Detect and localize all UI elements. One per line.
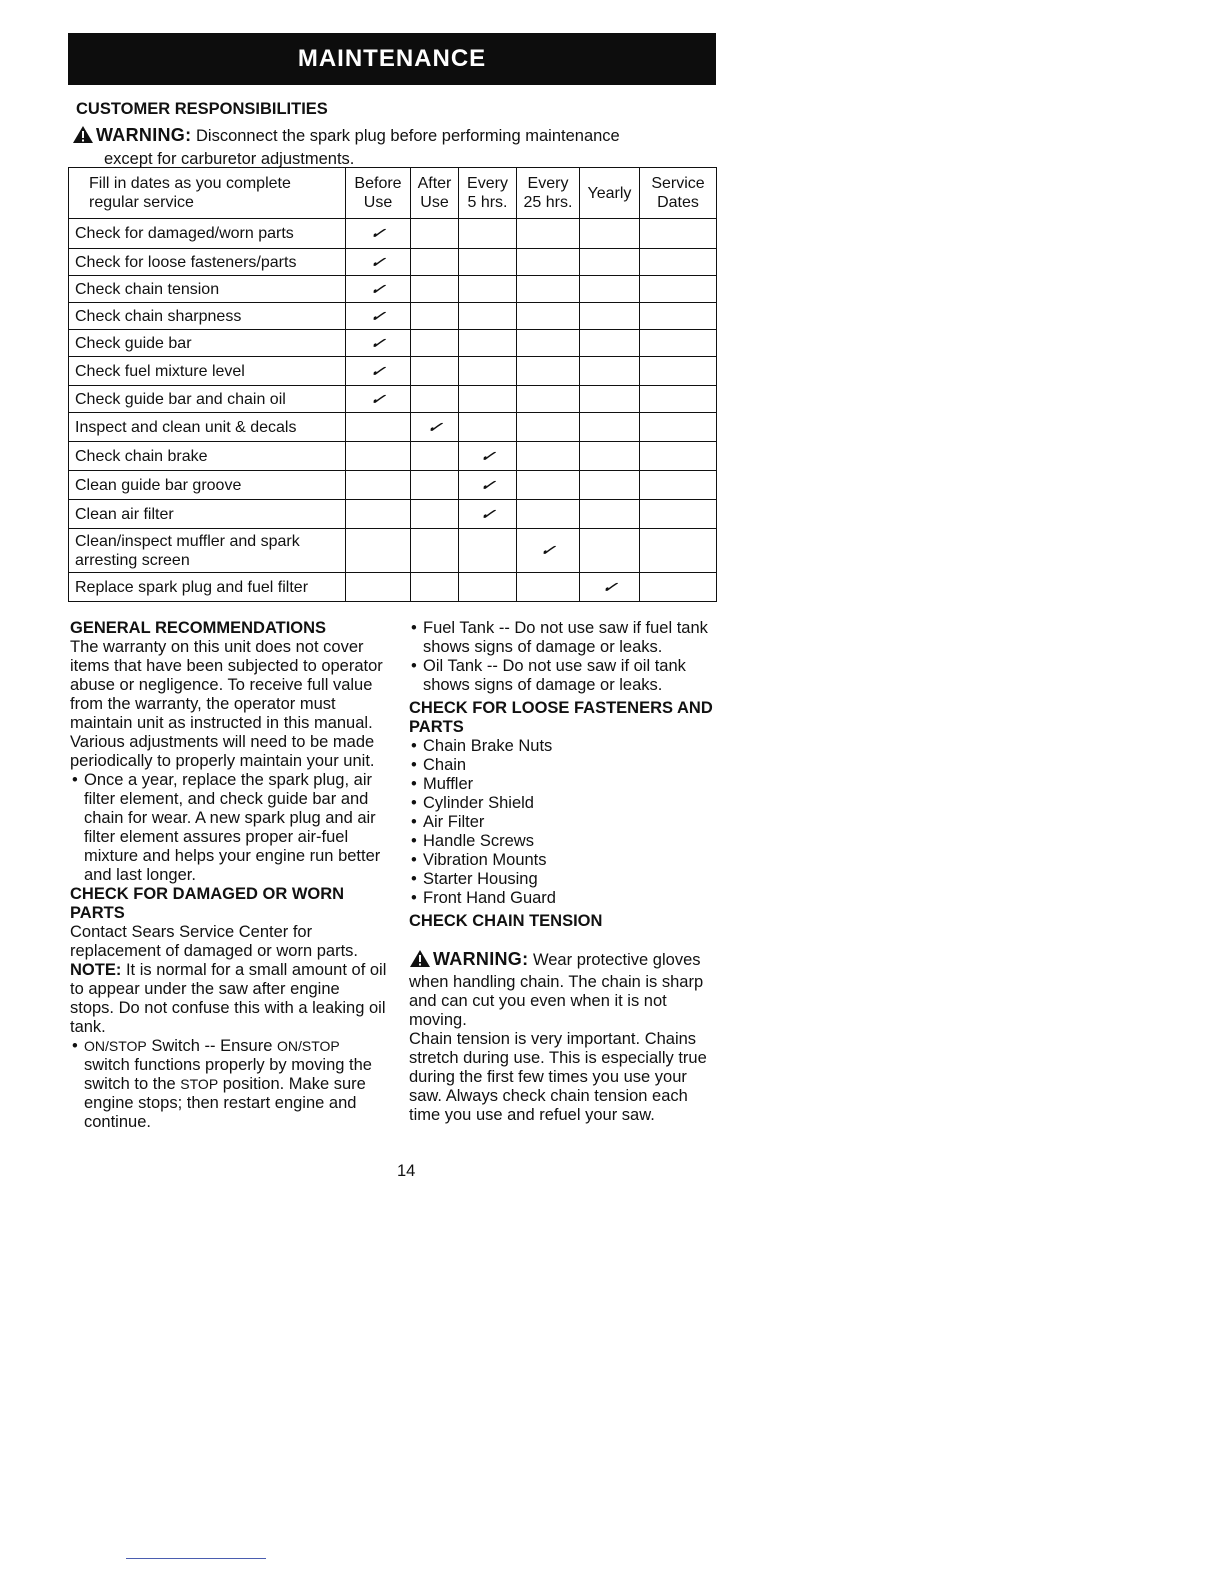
- interval-cell: [411, 500, 459, 529]
- list-item: • Handle Screws: [409, 832, 717, 851]
- interval-cell: [580, 442, 640, 471]
- loose-fasteners-heading: CHECK FOR LOOSE FASTENERS AND PARTS: [409, 699, 713, 736]
- maintenance-schedule-table: [68, 167, 717, 602]
- interval-cell: [517, 276, 580, 303]
- list-item: • Muffler: [409, 775, 717, 794]
- interval-cell: [411, 471, 459, 500]
- task-cell: Clean guide bar groove: [69, 471, 346, 500]
- table-header-interval: [640, 168, 717, 219]
- page-number: 14: [397, 1162, 416, 1180]
- list-item: • Vibration Mounts: [409, 851, 717, 870]
- table-row: [69, 442, 717, 471]
- interval-cell: [580, 330, 640, 357]
- interval-cell: [346, 442, 411, 471]
- table-header-interval: [517, 168, 580, 219]
- table-row: [69, 249, 717, 276]
- damaged-parts-heading: CHECK FOR DAMAGED OR WORN PARTS: [70, 885, 345, 922]
- table-header-interval: [411, 168, 459, 219]
- warning-label: WARNING:: [433, 949, 529, 969]
- header-line: 25 hrs.: [523, 194, 573, 211]
- interval-cell: [640, 413, 717, 442]
- interval-cell: [517, 330, 580, 357]
- interval-cell: [640, 249, 717, 276]
- warning-text-continued: except for carburetor adjustments.: [104, 150, 355, 168]
- list-item: • Cylinder Shield: [409, 794, 717, 813]
- interval-cell: [459, 471, 517, 500]
- interval-cell: [517, 303, 580, 330]
- interval-cell: [459, 442, 517, 471]
- switch-bullets: [70, 1037, 388, 1132]
- switch-text: Switch -- Ensure: [146, 1037, 277, 1055]
- interval-cell: [580, 357, 640, 386]
- interval-cell: [640, 500, 717, 529]
- warning-text: Wear protective gloves when handling chain. The chain is sharp and can cut you even when it is not moving.: [409, 951, 704, 1029]
- list-item: • Chain: [409, 756, 717, 775]
- task-cell: Clean/inspect muffler and spark arresting screen: [69, 529, 346, 573]
- interval-cell: [346, 219, 411, 249]
- table-header-task: [69, 168, 346, 219]
- interval-cell: [580, 471, 640, 500]
- list-item: • Air Filter: [409, 813, 717, 832]
- header-line: Use: [363, 194, 393, 211]
- list-item: • Once a year, replace the spark plug, air filter element, and check guide bar and chain for wear. A new spark plug and air filter element assures proper air-fuel mixture and helps your engine run better and last longer.: [70, 771, 388, 885]
- table-row: [69, 573, 717, 602]
- chain-warning: [409, 949, 717, 1030]
- check-mark-icon: ✓: [369, 390, 388, 407]
- damaged-parts-text: Contact Sears Service Center for replacement of damaged or worn parts.: [70, 923, 358, 960]
- table-row: [69, 330, 717, 357]
- interval-cell: [459, 529, 517, 573]
- warning-label: WARNING:: [96, 125, 192, 145]
- task-cell: Check chain brake: [69, 442, 346, 471]
- interval-cell: [517, 573, 580, 602]
- interval-cell: [411, 249, 459, 276]
- header-line: Use: [420, 194, 449, 211]
- table-row: [69, 357, 717, 386]
- header-line: regular service: [89, 194, 194, 211]
- interval-cell: [459, 573, 517, 602]
- interval-cell: [459, 500, 517, 529]
- check-mark-icon: ✓: [369, 362, 388, 379]
- general-recommendations-text: The warranty on this unit does not cover items that have been subjected to operator abuse or negligence. To receive full value from the warranty, the operator must maintain unit as instructed in this manual. Various adjustments will need to be made periodically to properly maintain your unit.: [70, 638, 383, 770]
- list-item: • Front Hand Guard: [409, 889, 717, 908]
- header-line: Every: [527, 175, 569, 192]
- interval-cell: [640, 219, 717, 249]
- list-item: • Fuel Tank -- Do not use saw if fuel tank shows signs of damage or leaks.: [409, 619, 717, 657]
- interval-cell: [411, 276, 459, 303]
- table-row: [69, 276, 717, 303]
- customer-responsibilities-heading: CUSTOMER RESPONSIBILITIES: [76, 100, 328, 118]
- interval-cell: [346, 330, 411, 357]
- check-mark-icon: ✓: [478, 447, 497, 464]
- table-row: [69, 529, 717, 573]
- interval-cell: [459, 413, 517, 442]
- note-text: It is normal for a small amount of oil to appear under the saw after engine stops. Do not confuse this with a leaking oil tank.: [70, 961, 387, 1036]
- interval-cell: [411, 413, 459, 442]
- list-item: • Oil Tank -- Do not use saw if oil tank shows signs of damage or leaks.: [409, 657, 717, 695]
- section-banner: MAINTENANCE: [68, 33, 716, 85]
- interval-cell: [580, 500, 640, 529]
- table-row: [69, 303, 717, 330]
- interval-cell: [580, 573, 640, 602]
- list-item: [70, 1037, 388, 1132]
- check-mark-icon: ✓: [425, 418, 444, 435]
- table-header-interval: [346, 168, 411, 219]
- task-cell: Inspect and clean unit & decals: [69, 413, 346, 442]
- interval-cell: [580, 249, 640, 276]
- interval-cell: [346, 386, 411, 413]
- interval-cell: [459, 219, 517, 249]
- table-row: [69, 500, 717, 529]
- chain-tension-heading: CHECK CHAIN TENSION: [409, 912, 603, 930]
- interval-cell: [411, 529, 459, 573]
- interval-cell: [346, 573, 411, 602]
- check-mark-icon: ✓: [369, 225, 388, 241]
- list-item: • Chain Brake Nuts: [409, 737, 717, 756]
- interval-cell: [580, 386, 640, 413]
- interval-cell: [640, 330, 717, 357]
- check-mark-icon: ✓: [369, 253, 388, 270]
- interval-cell: [640, 442, 717, 471]
- interval-cell: [346, 529, 411, 573]
- interval-cell: [346, 471, 411, 500]
- interval-cell: [346, 357, 411, 386]
- interval-cell: [640, 471, 717, 500]
- general-recommendations-heading: GENERAL RECOMMENDATIONS: [70, 619, 327, 637]
- interval-cell: [517, 386, 580, 413]
- switch-term: ON/STOP: [276, 1038, 340, 1054]
- interval-cell: [640, 276, 717, 303]
- table-header-interval: [459, 168, 517, 219]
- interval-cell: [517, 249, 580, 276]
- warning-text: Disconnect the spark plug before performing maintenance: [195, 127, 620, 145]
- interval-cell: [580, 413, 640, 442]
- interval-cell: [459, 303, 517, 330]
- check-mark-icon: ✓: [369, 280, 388, 297]
- task-cell: Check for loose fasteners/parts: [69, 249, 346, 276]
- header-line: Before: [354, 175, 402, 192]
- warning-triangle-icon: [409, 949, 431, 973]
- interval-cell: [346, 249, 411, 276]
- table-header-row: [69, 168, 717, 219]
- interval-cell: [459, 249, 517, 276]
- interval-cell: [459, 386, 517, 413]
- loose-fasteners-list: [409, 737, 717, 908]
- interval-cell: [580, 219, 640, 249]
- task-cell: Replace spark plug and fuel filter: [69, 573, 346, 602]
- header-line: Every: [467, 175, 508, 192]
- table-row: [69, 413, 717, 442]
- note-label: NOTE:: [70, 961, 122, 979]
- footer-divider: [126, 1558, 266, 1559]
- interval-cell: [517, 500, 580, 529]
- interval-cell: [640, 357, 717, 386]
- right-column: [409, 619, 717, 1125]
- interval-cell: [346, 276, 411, 303]
- interval-cell: [346, 500, 411, 529]
- task-cell: Check chain tension: [69, 276, 346, 303]
- interval-cell: [517, 442, 580, 471]
- interval-cell: [346, 413, 411, 442]
- interval-cell: [640, 573, 717, 602]
- warning-triangle-icon: [72, 125, 94, 149]
- header-line: 5 hrs.: [467, 194, 508, 211]
- interval-cell: [517, 413, 580, 442]
- interval-cell: [411, 573, 459, 602]
- table-header-interval: [580, 168, 640, 219]
- interval-cell: [517, 529, 580, 573]
- interval-cell: [346, 303, 411, 330]
- interval-cell: [640, 303, 717, 330]
- table-row: [69, 219, 717, 249]
- check-mark-icon: ✓: [369, 334, 388, 351]
- interval-cell: [411, 442, 459, 471]
- header-line: Yearly: [587, 184, 632, 202]
- interval-cell: [640, 386, 717, 413]
- task-cell: Check guide bar and chain oil: [69, 386, 346, 413]
- list-item: • Starter Housing: [409, 870, 717, 889]
- interval-cell: [411, 303, 459, 330]
- interval-cell: [459, 357, 517, 386]
- interval-cell: [411, 357, 459, 386]
- interval-cell: [580, 276, 640, 303]
- header-line: Dates: [657, 194, 699, 211]
- check-mark-icon: ✓: [478, 505, 497, 522]
- note-paragraph: [70, 961, 388, 1037]
- task-cell: Check guide bar: [69, 330, 346, 357]
- switch-text: switch functions properly by moving the switch to the: [84, 1056, 372, 1093]
- check-mark-icon: ✓: [478, 476, 497, 493]
- task-cell: Check chain sharpness: [69, 303, 346, 330]
- interval-cell: [411, 330, 459, 357]
- check-mark-icon: ✓: [539, 542, 558, 558]
- interval-cell: [517, 471, 580, 500]
- switch-text: position. Make sure engine stops; then restart engine and continue.: [84, 1075, 366, 1131]
- chain-tension-text: Chain tension is very important. Chains stretch during use. This is especially true during the first few times you use your saw. Always check chain tension each time you use and refuel your saw.: [409, 1030, 707, 1124]
- interval-cell: [580, 529, 640, 573]
- interval-cell: [459, 330, 517, 357]
- interval-cell: [580, 303, 640, 330]
- task-cell: Clean air filter: [69, 500, 346, 529]
- switch-term: ON/STOP: [84, 1038, 147, 1054]
- header-line: After: [417, 175, 452, 192]
- header-line: Service: [651, 175, 705, 192]
- warning-block: [72, 125, 712, 169]
- interval-cell: [517, 219, 580, 249]
- task-cell: Check fuel mixture level: [69, 357, 346, 386]
- interval-cell: [517, 357, 580, 386]
- interval-cell: [459, 276, 517, 303]
- general-bullets: [70, 771, 388, 885]
- tank-bullets: [409, 619, 717, 695]
- left-column: [70, 619, 388, 1132]
- task-cell: Check for damaged/worn parts: [69, 219, 346, 249]
- table-row: [69, 471, 717, 500]
- header-line: Fill in dates as you complete: [89, 175, 291, 192]
- interval-cell: [411, 219, 459, 249]
- check-mark-icon: ✓: [600, 578, 619, 595]
- table-row: [69, 386, 717, 413]
- interval-cell: [640, 529, 717, 573]
- stop-term: STOP: [180, 1076, 219, 1092]
- check-mark-icon: ✓: [369, 307, 388, 324]
- interval-cell: [411, 386, 459, 413]
